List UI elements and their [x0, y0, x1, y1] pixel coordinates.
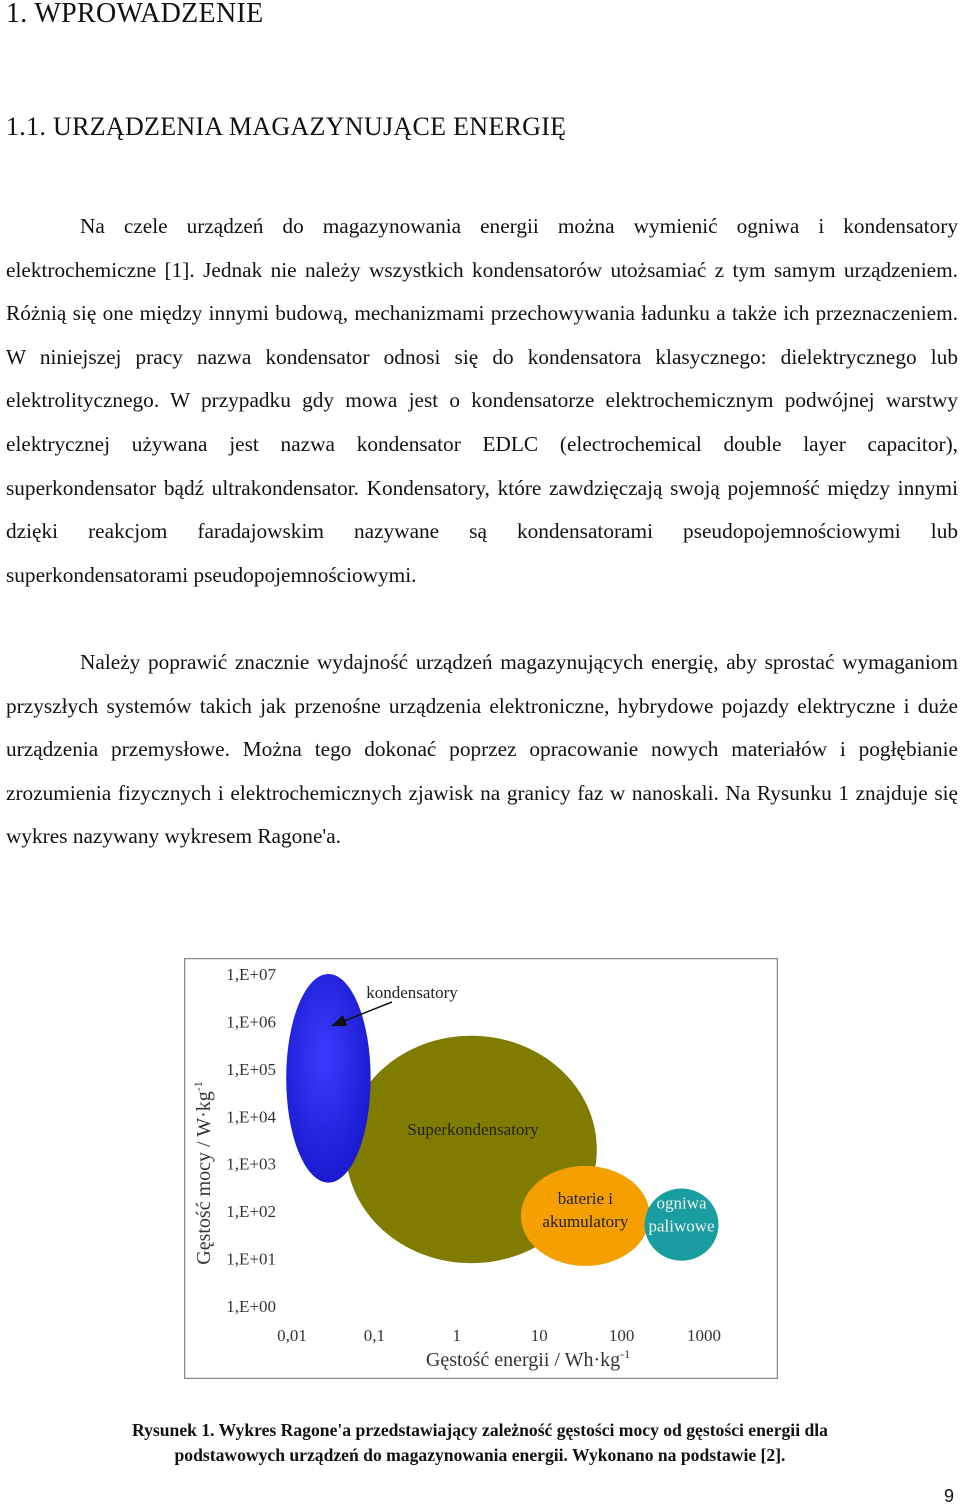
y-tick-label: 1,E+04 — [226, 1107, 276, 1127]
caption-line-2: podstawowych urządzeń do magazynowania energii. Wykonano na podstawie [2]. — [174, 1445, 786, 1465]
y-axis-label: Gęstość mocy / $W\cdot kg^{-1}$ — [191, 1081, 215, 1265]
y-tick-label: 1,E+06 — [226, 1012, 276, 1032]
y-tick-label: 1,E+01 — [226, 1249, 276, 1269]
caption-line-1: Rysunek 1. Wykres Ragone'a przedstawiający zależność gęstości mocy od gęstości energii dla — [132, 1420, 828, 1440]
baterie-label: akumulatory — [542, 1211, 629, 1231]
ogniwa-label: paliwowe — [648, 1216, 715, 1236]
ogniwa-label: ogniwa — [656, 1193, 707, 1213]
x-tick-label: 10 — [530, 1326, 548, 1345]
x-tick-label: 1000 — [687, 1326, 721, 1345]
x-axis-label: Gęstość energii / $Wh\cdot kg^{-1}$ — [425, 1347, 631, 1371]
y-tick-label: 1,E+07 — [226, 965, 276, 984]
kondensatory-label: kondensatory — [366, 983, 458, 1002]
x-tick-label: 100 — [608, 1326, 635, 1345]
y-tick-label: 1,E+03 — [226, 1154, 276, 1174]
page-number: 9 — [943, 1486, 954, 1506]
kondensatory-region — [286, 974, 370, 1183]
x-tick-label: 1 — [452, 1326, 462, 1345]
paragraph-1-text: Na czele urządzeń do magazynowania energii można wymienić ogniwa i kondensatory elektrochemiczne [1]. Jednak nie należy wszystkich kondensatorów utożsamiać z tym samym urządzeniem. Różnią się one między innymi budową, mechanizmami przechowywania ładunku a także ich przeznaczeniem. W niniejszej pracy nazwa kondensator odnosi się do kondensatora klasycznego: dielektrycznego lub elektrolitycznego. W przypadku gdy mowa jest o kondensatorze elektrochemicznym podwójnej warstwy elektrycznej używana jest nazwa kondensator EDLC (electrochemical double layer capacitor), superkondensator bądź ultrakondensator. Kondensatory, które zawdzięczają swoją pojemność między innymi dzięki reakcjom faradajowskim nazywane są kondensatorami pseudopojemnościowymi lub superkondensatorami pseudopojemnościowymi. — [6, 214, 958, 587]
section-heading: 1. WPROWADZENIE — [6, 0, 264, 29]
paragraph-2-text: Należy poprawić znacznie wydajność urządzeń magazynujących energię, aby sprostać wymaganiom przyszłych systemów takich jak przenośne urządzenia elektroniczne, hybrydowe pojazdy elektryczne i duże urządzenia przemysłowe. Można tego dokonać poprzez opracowanie nowych materiałów i pogłębianie zrozumienia fizycznych i elektrochemicznych zjawisk na granicy faz w nanoskali. Na Rysunku 1 znajduje się wykres nazywany wykresem Ragone'a. — [6, 650, 958, 849]
superkondensatory-label: Superkondensatory — [407, 1120, 539, 1139]
y-tick-label: 1,E+00 — [226, 1297, 276, 1316]
y-tick-label: 1,E+05 — [226, 1059, 276, 1079]
x-tick-label: 0,01 — [277, 1326, 307, 1345]
paragraph-1 — [6, 205, 958, 597]
ragone-chart — [184, 958, 778, 1379]
y-tick-label: 1,E+02 — [226, 1202, 276, 1222]
paragraph-2 — [6, 641, 958, 859]
ragone-figure — [184, 958, 778, 1379]
subsection-heading: 1.1. URZĄDZENIA MAGAZYNUJĄCE ENERGIĘ — [6, 112, 567, 141]
x-tick-label: 0,1 — [363, 1326, 386, 1345]
baterie-label: baterie i — [557, 1188, 613, 1208]
figure-caption — [30, 1418, 930, 1468]
